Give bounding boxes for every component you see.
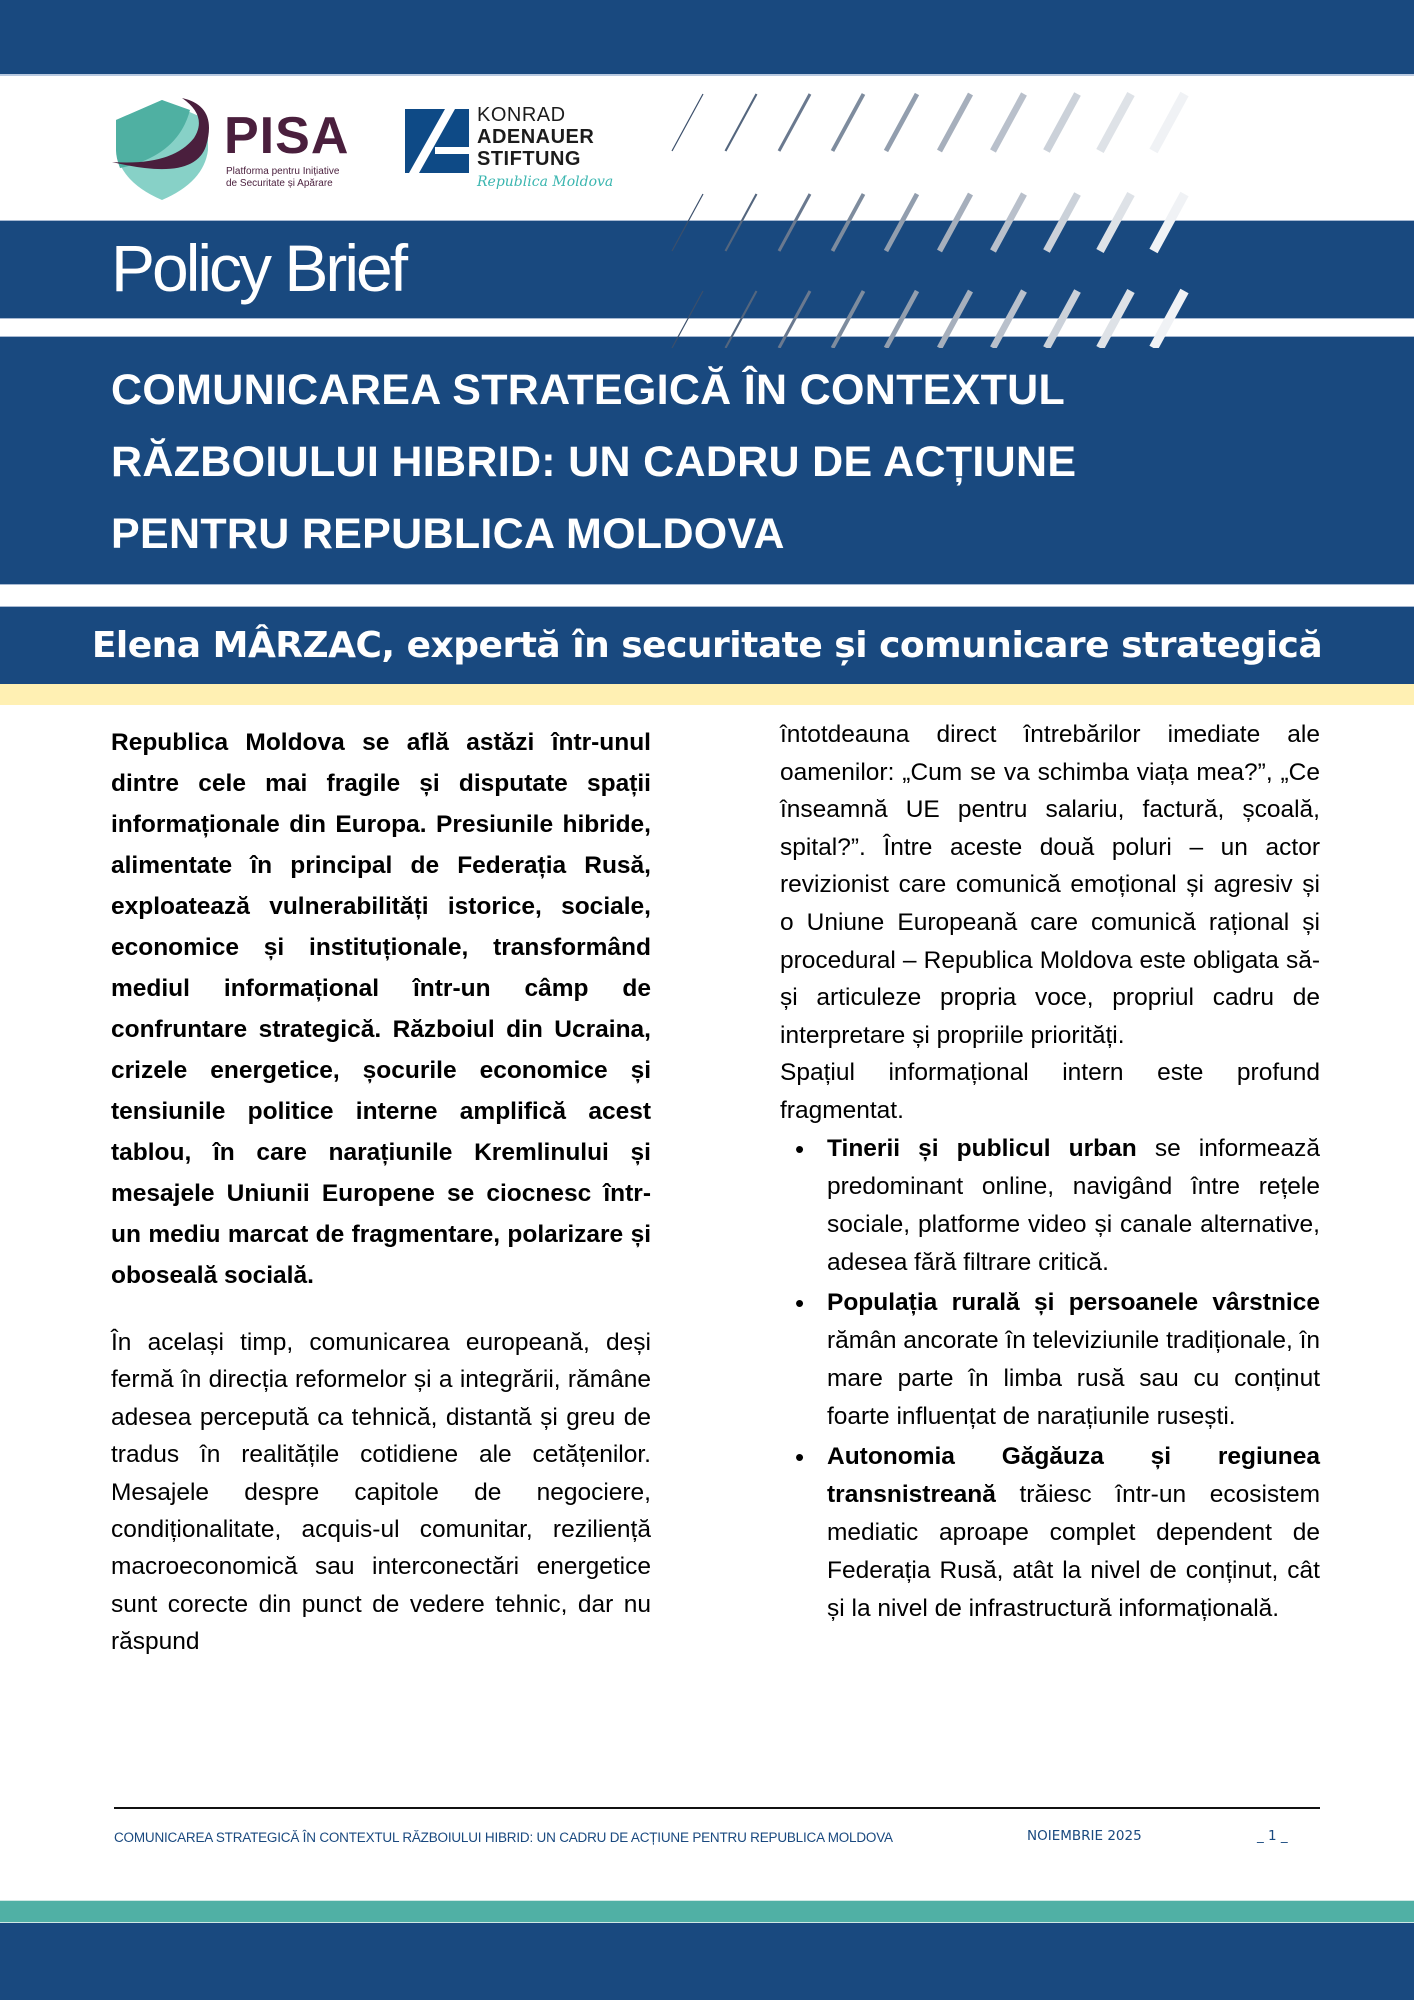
list-item: [827, 1130, 1320, 1282]
bullet-list: [780, 1130, 1320, 1628]
list-item-bold: Populația rurală și persoanele vârstnice: [827, 1288, 1320, 1316]
left-column: [111, 722, 651, 1661]
pisa-logo: [112, 96, 352, 200]
kas-stiftung: STIFTUNG: [477, 148, 581, 170]
pisa-wordmark: PISA: [224, 107, 350, 165]
footer-blue-band: [0, 1923, 1414, 2000]
page-number: _ 1 _: [1257, 1828, 1288, 1844]
title-line: COMUNICAREA STRATEGICĂ ÎN CONTEXTUL: [111, 366, 1066, 414]
footer-teal-band: [0, 1900, 1414, 1923]
doc-type-label: Policy Brief: [111, 231, 406, 305]
author-byline: Elena MÂRZAC, expertă în securitate și comunicare strategică: [91, 625, 1323, 666]
list-item-bold: Autonomia Găgăuza și regiunea transnistreană: [827, 1442, 1320, 1508]
list-item: [827, 1438, 1320, 1628]
right-column: [780, 716, 1320, 1630]
kas-konrad: KONRAD: [477, 104, 566, 126]
list-item-text: trăiesc într-un ecosistem mediatic aproape complet dependent de Federația Rusă, atât la nivel de conținut, cât și la nivel de infrastructură informațională.: [827, 1480, 1320, 1622]
top-decorative-band: [0, 0, 1414, 76]
footer-running-title: COMUNICAREA STRATEGICĂ ÎN CONTEXTUL RĂZBOIULUI HIBRID: UN CADRU DE ACȚIUNE PENTRU REPUBLICA MOLDOVA: [114, 1830, 893, 1845]
kas-region: Republica Moldova: [477, 174, 614, 190]
list-item-text: rămân ancorate în televiziunile tradiționale, în mare parte în limba rusă sau cu conținut foarte influențat de narațiunile rusești.: [827, 1326, 1321, 1430]
list-item-text: se informează predominant online, navigând între rețele sociale, platforme video și canale alternative, adesea fără filtrare critică.: [827, 1134, 1321, 1276]
pisa-subtitle-line2: de Securitate și Apărare: [226, 178, 333, 189]
page-title: [111, 354, 1341, 570]
shield-icon: [112, 96, 222, 200]
footer-date: NOIEMBRIE 2025: [1027, 1828, 1142, 1844]
pisa-subtitle-line1: Platforma pentru Inițiative: [226, 166, 340, 177]
list-item: [827, 1284, 1320, 1436]
kas-logo: [405, 106, 625, 198]
kas-emblem-icon: [405, 109, 469, 173]
title-line: RĂZBOIULUI HIBRID: UN CADRU DE ACȚIUNE: [111, 438, 1077, 486]
body-paragraph: Spațiul informațional intern este profund fragmentat.: [780, 1059, 1320, 1124]
footer-divider: [114, 1807, 1320, 1809]
pisa-subtitle: [226, 166, 366, 190]
kas-adenauer: ADENAUER: [477, 126, 595, 148]
body-paragraph: întotdeauna direct întrebărilor imediate ale oamenilor: „Cum se va schimba viața mea?”, „Ce înseamnă UE pentru salariu, factură, școală, spital?”. Între aceste două poluri – un actor revizionist care comunică emoțional și agresiv și o Uniune Europeană care comunică rațional și procedural – Republica Moldova este obligata să-și articuleze propria voce, propriul cadru de interpretare și propriile priorități.: [780, 721, 1320, 1049]
title-line: PENTRU REPUBLICA MOLDOVA: [111, 510, 785, 558]
list-item-bold: Tinerii și publicul urban: [827, 1134, 1137, 1162]
body-paragraph: În același timp, comunicarea europeană, deși fermă în direcția reformelor și a integrării, rămâne adesea percepută ca tehnică, distantă și greu de tradus în realitățile cotidiene ale cetățenilor. Mesajele despre capitole de negociere, condiționalitate, acquis-ul comunitar, reziliență macroeconomică sau interconectări energetice sunt corecte din punct de vedere tehnic, dar nu răspund: [111, 1329, 651, 1656]
highlight-strip: [0, 684, 1414, 705]
lead-paragraph: Republica Moldova se află astăzi într-unul dintre cele mai fragile și disputate spații informaționale din Europa. Presiunile hibride, alimentate în principal de Federația Rusă, exploatează vulnerabilități istorice, sociale, economice și instituționale, transformând mediul informațional într-un câmp de confruntare strategică. Războiul din Ucraina, crizele energetice, șocurile economice și tensiunile politice interne amplifică acest tablou, în care narațiunile Kremlinului și mesajele Uniunii Europene se ciocnesc într-un mediu marcat de fragmentare, polarizare și oboseală socială.: [111, 729, 651, 1289]
